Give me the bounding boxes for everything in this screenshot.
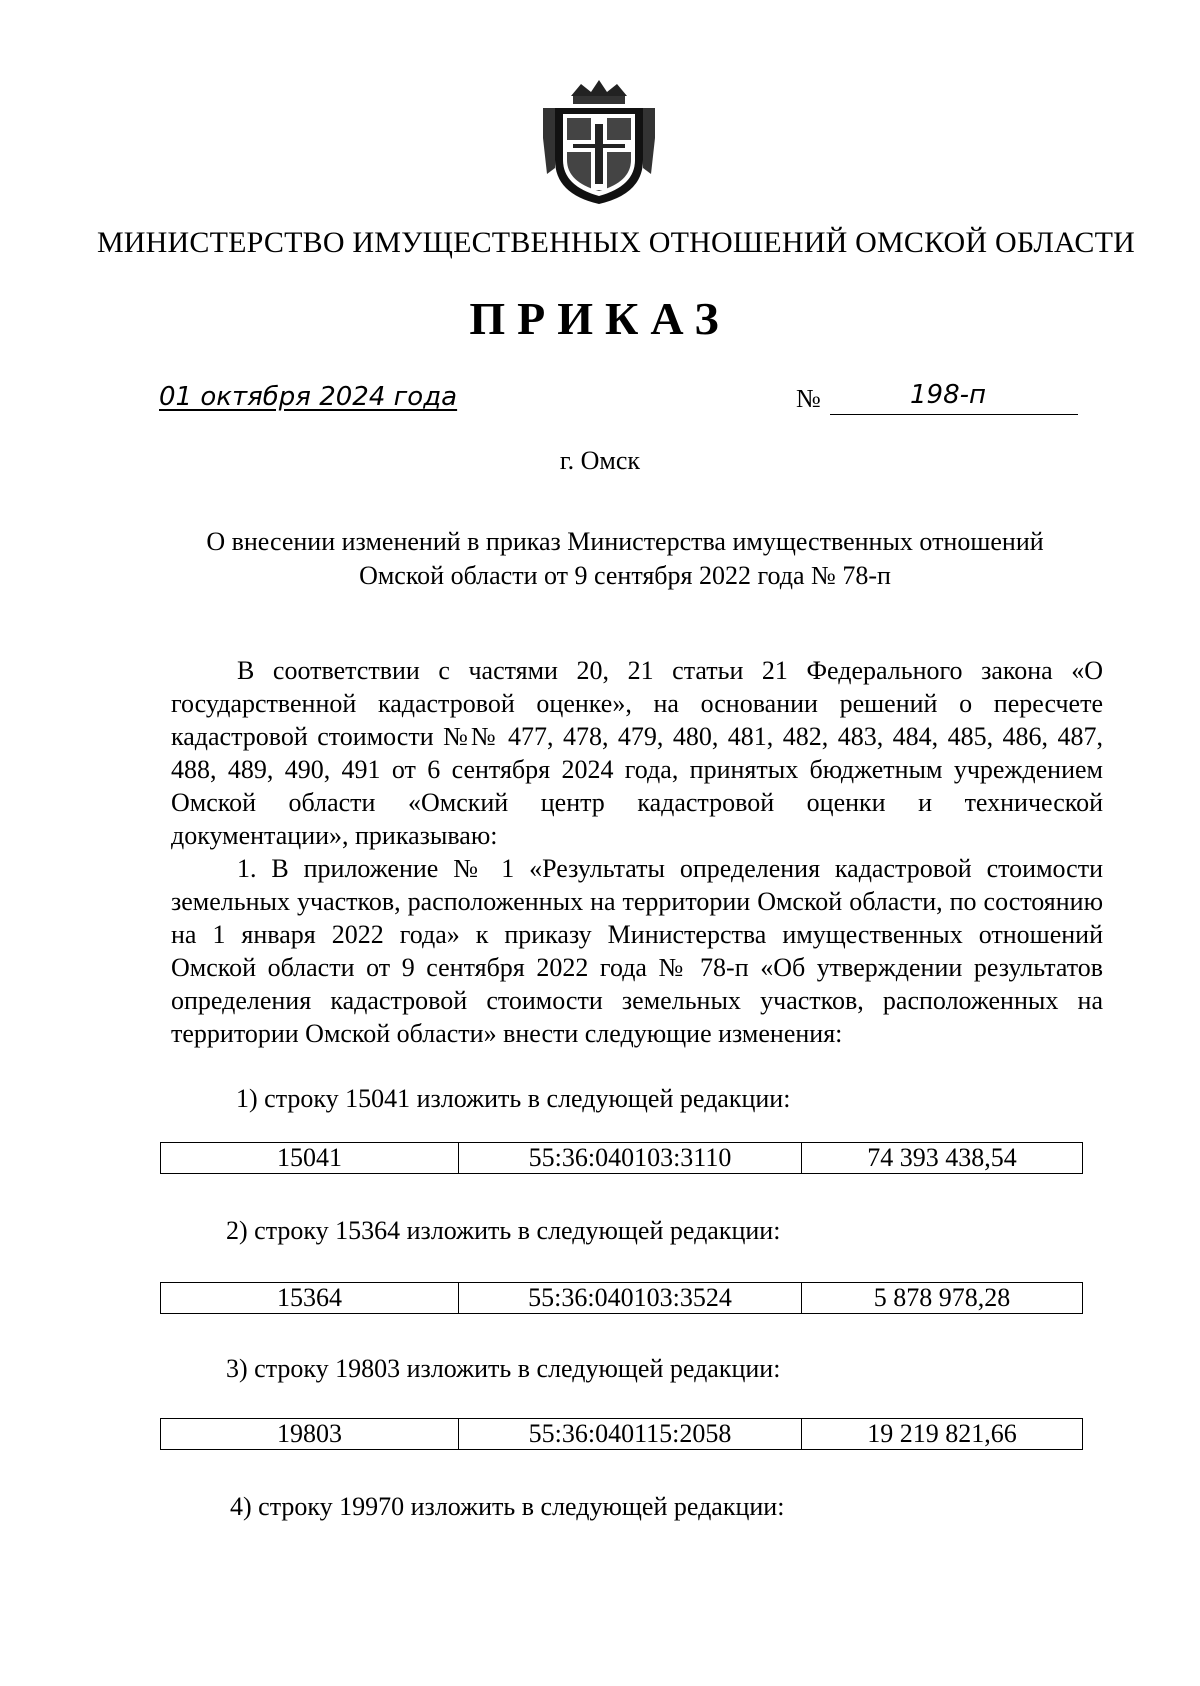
subject-line-1: О внесении изменений в приказ Министерства имущественных отношений [206, 527, 1044, 556]
coat-of-arms-emblem [541, 78, 657, 206]
order-date: 01 октября 2024 года [159, 382, 458, 412]
order-number-label: № [796, 384, 821, 413]
cadastral-value-cell: 19 219 821,66 [802, 1419, 1083, 1450]
item-3-table [160, 1418, 1083, 1450]
cadastral-value-cell: 5 878 978,28 [802, 1283, 1083, 1314]
item-2-label: 2) строку 15364 изложить в следующей редакции: [226, 1216, 781, 1245]
subject-line-2: Омской области от 9 сентября 2022 года № 78-п [359, 561, 891, 590]
table-row [161, 1283, 1083, 1314]
row-number-cell: 15041 [161, 1143, 459, 1174]
order-number: 198-п [910, 380, 987, 410]
order-subject [150, 525, 1100, 593]
cadastral-value-cell: 74 393 438,54 [802, 1143, 1083, 1174]
table-row [161, 1419, 1083, 1450]
item-1-table [160, 1142, 1083, 1174]
order-body [171, 654, 1103, 1050]
preamble-paragraph: В соответствии с частями 20, 21 статьи 21 Федерального закона «О государственной кадастровой оценке», на основании решений о пересчете кадастровой стоимости №№ 477, 478, 479, 480, 481, 482, 483, 484, 485, 486, 487, 488, 489, 490, 491 от 6 сентября 2024 года, принятых бюджетным учреждением Омской области «Омский центр кадастровой оценки и технической документации», приказываю: [171, 656, 1103, 850]
item-3-label: 3) строку 19803 изложить в следующей редакции: [226, 1354, 781, 1383]
item-4-label: 4) строку 19970 изложить в следующей редакции: [230, 1492, 785, 1521]
clause-1-paragraph: 1. В приложение № 1 «Результаты определения кадастровой стоимости земельных участков, расположенных на территории Омской области, по состоянию на 1 января 2022 года» к приказу Министерства имущественных отношений Омской области от 9 сентября 2022 года № 78-п «Об утверждении результатов определения кадастровой стоимости земельных участков, расположенных на территории Омской области» внести следующие изменения: [171, 854, 1103, 1048]
ministry-name: МИНИСТЕРСТВО ИМУЩЕСТВЕННЫХ ОТНОШЕНИЙ ОМСКОЙ ОБЛАСТИ [96, 226, 1136, 259]
city: г. Омск [559, 446, 641, 475]
cadastral-number-cell: 55:36:040115:2058 [459, 1419, 802, 1450]
document-title: ПРИКАЗ [469, 293, 731, 344]
table-row [161, 1143, 1083, 1174]
cadastral-number-cell: 55:36:040103:3524 [459, 1283, 802, 1314]
row-number-cell: 15364 [161, 1283, 459, 1314]
row-number-cell: 19803 [161, 1419, 459, 1450]
cadastral-number-cell: 55:36:040103:3110 [459, 1143, 802, 1174]
item-2-table [160, 1282, 1083, 1314]
item-1-label: 1) строку 15041 изложить в следующей редакции: [236, 1084, 791, 1113]
